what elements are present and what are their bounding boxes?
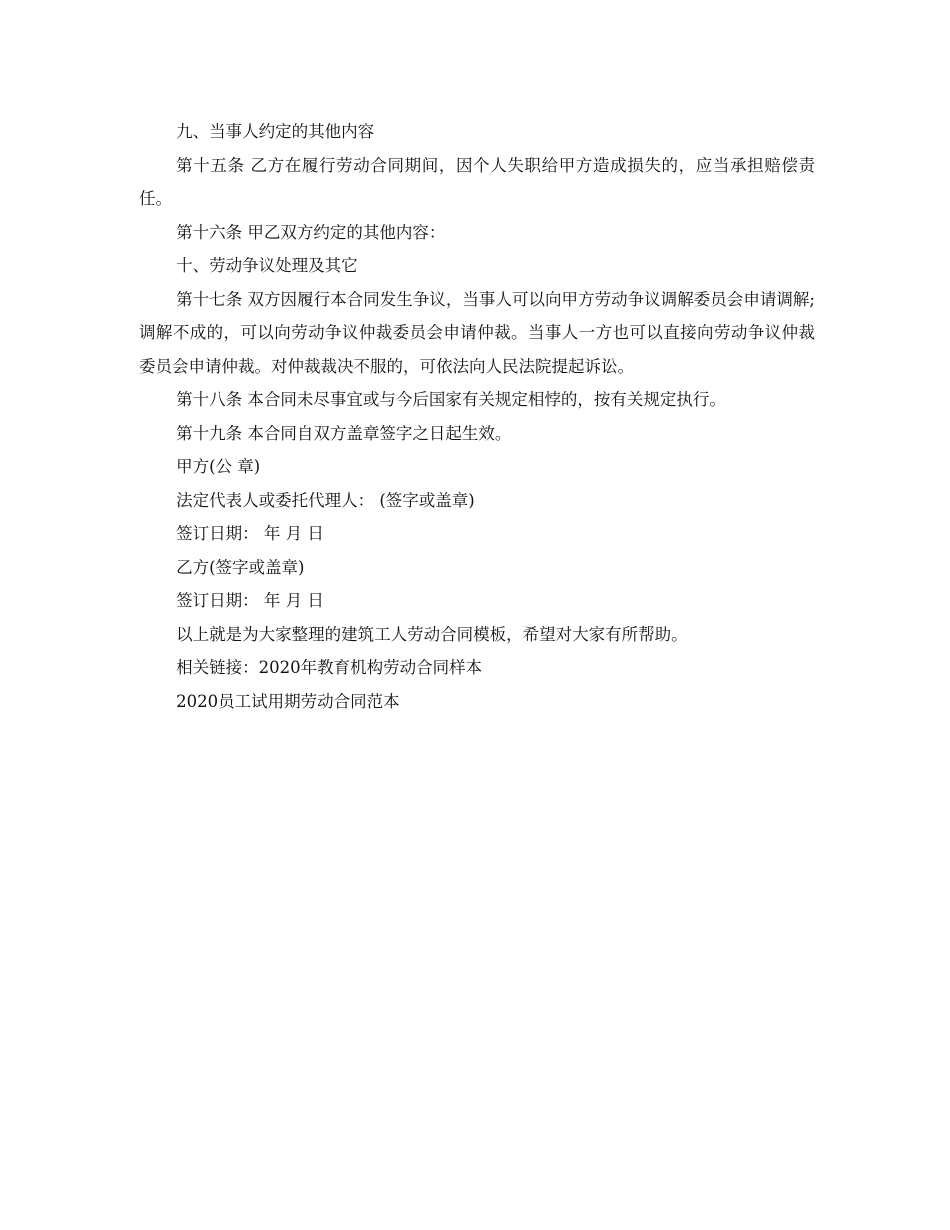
party-b-signature-line: 乙方(签字或盖章) xyxy=(176,557,305,577)
article-15: 第十五条 乙方在履行劳动合同期间，因个人失职给甲方造成损失的，应当承担赔偿责任。 xyxy=(139,155,815,208)
article-17: 第十七条 双方因履行本合同发生争议，当事人可以向甲方劳动争议调解委员会申请调解;调解不成的，可以向劳动争议仲裁委员会申请仲裁。当事人一方也可以直接向劳动争议仲裁委员会申请仲裁。对仲裁裁决不服的，可依法向人民法院提起诉讼。 xyxy=(139,289,815,376)
article-16: 第十六条 甲乙双方约定的其他内容： xyxy=(176,222,446,242)
party-a-signing-date: 签订日期： 年 月 日 xyxy=(176,524,324,543)
related-link-2: 2020员工试用期劳动合同范本 xyxy=(176,691,400,711)
party-a-seal-line: 甲方(公 章) xyxy=(176,457,261,476)
article-18: 第十八条 本合同未尽事宜或与今后国家有关规定相悖的，按有关规定执行。 xyxy=(176,390,726,409)
legal-representative-line: 法定代表人或委托代理人： (签字或盖章) xyxy=(176,490,475,510)
section-heading-disputes: 十、劳动争议处理及其它 xyxy=(176,256,358,275)
section-heading-other-terms: 九、当事人约定的其他内容 xyxy=(176,122,375,141)
party-b-signing-date: 签订日期： 年 月 日 xyxy=(176,591,324,610)
related-link-1: 相关链接：2020年教育机构劳动合同样本 xyxy=(176,658,483,677)
closing-note: 以上就是为大家整理的建筑工人劳动合同模板，希望对大家有所帮助。 xyxy=(176,624,688,644)
document-body xyxy=(139,115,815,718)
article-19: 第十九条 本合同自双方盖章签字之日起生效。 xyxy=(176,423,512,443)
